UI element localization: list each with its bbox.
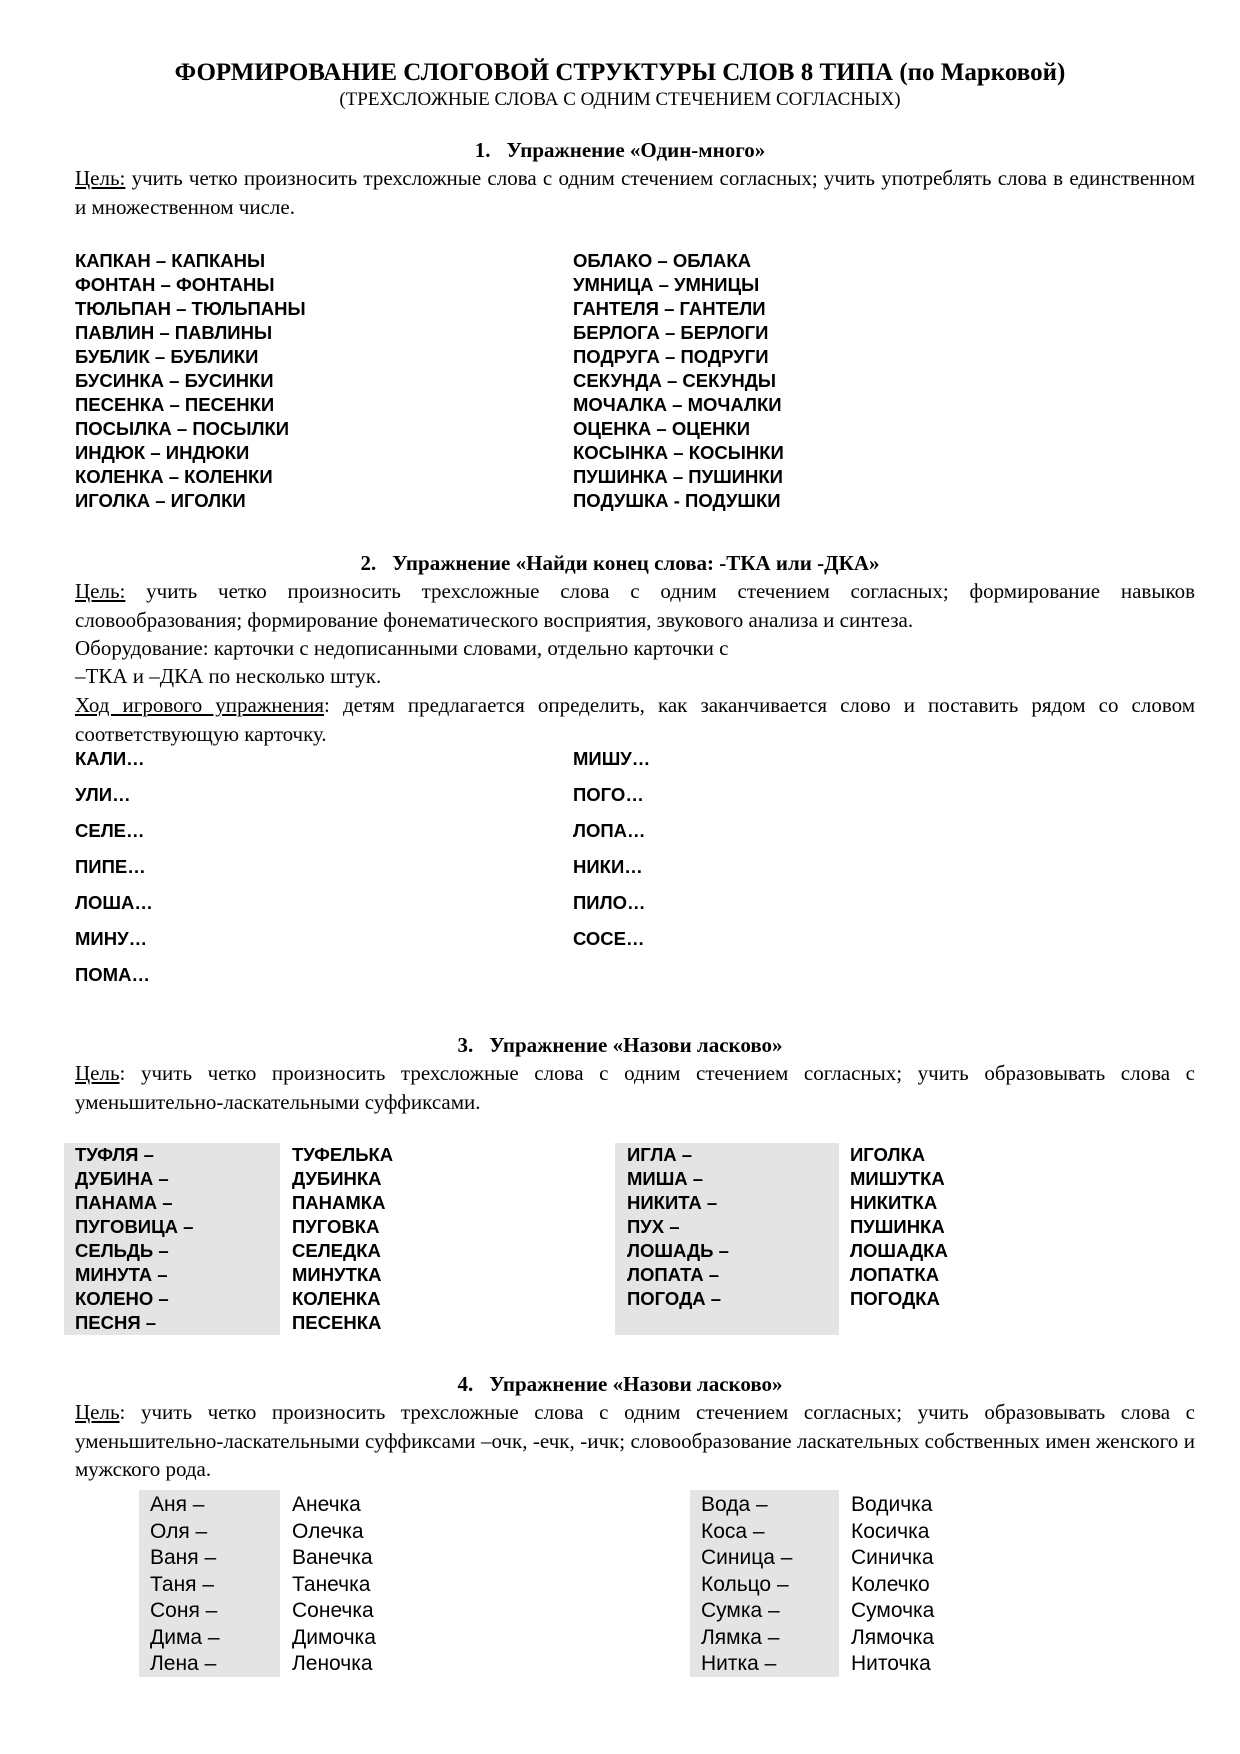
table-cell: Лямка – (701, 1625, 780, 1649)
table-cell: Косичка (851, 1519, 930, 1543)
table-cell: МИШУТКА (850, 1168, 945, 1189)
exercise-2-right-list (573, 741, 650, 957)
exercise-3-number: 3. (457, 1033, 474, 1057)
word-pair: ПУШИНКА – ПУШИНКИ (573, 466, 783, 487)
table-cell: Олечка (292, 1519, 364, 1543)
table-cell: ИГОЛКА (850, 1144, 926, 1165)
table-cell: Синичка (851, 1546, 934, 1569)
table-cell: ДУБИНА – (75, 1168, 169, 1189)
goal-text: учить четко произносить трехсложные слова с одним стечением согласных; формирование навыков словообразования; формирование фонематического восприятия, звукового анализа и синтеза. (75, 579, 1195, 632)
word-pair: ПОДРУГА – ПОДРУГИ (573, 346, 769, 367)
goal-label: Цель (75, 1400, 120, 1424)
exercise-1-title: Упражнение «Один-много» (506, 138, 766, 162)
table-cell: ЛОПАТКА (850, 1264, 940, 1285)
table-cell: ЛОШАДЬ – (627, 1240, 729, 1261)
course-text: : детям предлагается определить, как заканчивается слово и поставить рядом со словом соответствующую карточку. (75, 693, 1195, 746)
table-cell: Соня – (150, 1599, 218, 1622)
table-cell: ПАНАМА – (75, 1192, 173, 1213)
exercise-2-goal (75, 577, 1195, 634)
table-cell: ТУФЛЯ – (75, 1144, 154, 1165)
table-cell: НИКИТКА (850, 1192, 938, 1213)
table-cell: МИНУТКА (292, 1264, 382, 1285)
goal-text: : учить четко произносить трехсложные слова с одним стечением согласных; учить образовывать слова с уменьшительно-ласкательными суффиксами. (75, 1061, 1195, 1114)
exercise-1-right-list (573, 249, 784, 513)
exercise-1-left-list (75, 249, 306, 513)
table-cell: Коса – (701, 1519, 765, 1543)
exercise-1-heading (0, 137, 1240, 163)
table-cell: Таня – (150, 1572, 215, 1596)
table-cell: Аня – (150, 1493, 205, 1516)
word-stem: УЛИ… (75, 784, 131, 805)
table-cell: Ниточка (851, 1652, 931, 1675)
table-cell: Вода – (701, 1493, 768, 1516)
exercise-3-table-2-words (627, 1143, 729, 1311)
table-cell: Танечка (292, 1572, 371, 1596)
exercise-4-number: 4. (457, 1372, 474, 1396)
word-pair: ТЮЛЬПАН – ТЮЛЬПАНЫ (75, 298, 306, 319)
word-pair: КОЛЕНКА – КОЛЕНКИ (75, 466, 273, 487)
word-stem: СЕЛЕ… (75, 820, 145, 841)
word-pair: БУБЛИК – БУБЛИКИ (75, 346, 259, 367)
table-cell: Кольцо – (701, 1572, 789, 1596)
table-cell: Ванечка (292, 1546, 373, 1569)
exercise-4-table-1-words (150, 1492, 220, 1678)
word-stem: ПОГО… (573, 784, 644, 805)
course-label: Ход игрового упражнения (75, 693, 325, 717)
table-cell: МИША – (627, 1168, 704, 1189)
table-cell: Лямочка (851, 1625, 935, 1649)
table-cell: Леночка (292, 1652, 373, 1675)
word-pair: БУСИНКА – БУСИНКИ (75, 370, 274, 391)
table-cell: ЛОПАТА – (627, 1264, 720, 1285)
goal-label: Цель: (75, 579, 126, 603)
table-cell: Дима – (150, 1625, 220, 1649)
table-cell: ИГЛА – (627, 1144, 693, 1165)
goal-label: Цель: (75, 166, 126, 190)
exercise-2-equipment-line-2: –ТКА и –ДКА по несколько штук. (75, 664, 382, 688)
word-pair: ФОНТАН – ФОНТАНЫ (75, 274, 275, 295)
table-cell: Сонечка (292, 1599, 374, 1622)
word-pair: ОБЛАКО – ОБЛАКА (573, 250, 752, 271)
word-stem: СОСЕ… (573, 928, 645, 949)
table-cell: СЕЛЬДЬ – (75, 1240, 169, 1261)
word-pair: ПОСЫЛКА – ПОСЫЛКИ (75, 418, 290, 439)
goal-text: : учить четко произносить трехсложные слова с одним стечением согласных; учить образовывать слова с уменьшительно-ласкательными суффиксами –очк, -ечк, -ичк; словообразование ласкательных собственных имен женского и мужского рода. (75, 1400, 1195, 1481)
exercise-1-goal (75, 164, 1195, 221)
table-cell: Оля – (150, 1519, 208, 1543)
table-cell: ЛОШАДКА (850, 1240, 948, 1261)
word-stem: ЛОПА… (573, 820, 646, 841)
word-stem: НИКИ… (573, 856, 643, 877)
exercise-2-equipment-line-1: Оборудование: карточки с недописанными словами, отдельно карточки с (75, 636, 729, 660)
table-cell: Сумочка (851, 1599, 935, 1622)
word-pair: БЕРЛОГА – БЕРЛОГИ (573, 322, 769, 343)
page-subtitle: (ТРЕХСЛОЖНЫЕ СЛОВА С ОДНИМ СТЕЧЕНИЕМ СОГЛАСНЫХ) (339, 89, 901, 110)
word-stem: КАЛИ… (75, 748, 145, 769)
table-cell: Димочка (292, 1625, 376, 1649)
table-cell: ТУФЕЛЬКА (292, 1144, 394, 1165)
word-stem: МИНУ… (75, 928, 148, 949)
table-cell: Синица – (701, 1546, 793, 1569)
word-pair: МОЧАЛКА – МОЧАЛКИ (573, 394, 782, 415)
table-cell: ПАНАМКА (292, 1192, 386, 1213)
table-cell: ПУШИНКА (850, 1216, 945, 1237)
table-cell: КОЛЕНО – (75, 1288, 169, 1309)
word-pair: СЕКУНДА – СЕКУНДЫ (573, 370, 777, 391)
word-stem: ЛОША… (75, 892, 153, 913)
table-cell: Водичка (851, 1493, 933, 1516)
exercise-2-course (75, 691, 1195, 748)
goal-text: учить четко произносить трехсложные слова с одним стечением согласных; учить употреблять слова в единственном и множественном числе. (75, 166, 1195, 219)
word-pair: КАПКАН – КАПКАНЫ (75, 250, 266, 271)
exercise-4-table-1-answers (292, 1492, 376, 1678)
exercise-4-title: Упражнение «Назови ласково» (489, 1372, 783, 1396)
table-cell: Анечка (292, 1493, 361, 1516)
table-cell: ПОГОДА – (627, 1288, 722, 1309)
table-cell: ПУГОВИЦА – (75, 1216, 194, 1237)
exercise-4-table-2-answers (851, 1492, 934, 1678)
exercise-4-heading (0, 1371, 1240, 1397)
table-cell: Лена – (150, 1652, 217, 1675)
table-cell: ПЕСНЯ – (75, 1312, 157, 1333)
goal-label: Цель (75, 1061, 120, 1085)
table-cell: ДУБИНКА (292, 1168, 382, 1189)
exercise-4-goal (75, 1398, 1195, 1484)
word-pair: КОСЫНКА – КОСЫНКИ (573, 442, 784, 463)
table-cell: НИКИТА – (627, 1192, 718, 1213)
exercise-1-number: 1. (474, 138, 491, 162)
table-cell: ПОГОДКА (850, 1288, 940, 1309)
table-cell: ПЕСЕНКА (292, 1312, 382, 1333)
word-pair: ПЕСЕНКА – ПЕСЕНКИ (75, 394, 275, 415)
exercise-3-table-1-answers (292, 1143, 393, 1335)
exercise-3-table-2-answers (850, 1143, 948, 1311)
word-pair: ИНДЮК – ИНДЮКИ (75, 442, 250, 463)
exercise-3-goal (75, 1059, 1195, 1116)
exercise-3-heading (0, 1032, 1240, 1058)
word-pair: УМНИЦА – УМНИЦЫ (573, 274, 760, 295)
table-cell: СЕЛЕДКА (292, 1240, 381, 1261)
word-stem: МИШУ… (573, 748, 651, 769)
table-cell: КОЛЕНКА (292, 1288, 381, 1309)
table-cell: Колечко (851, 1572, 930, 1596)
word-stem: ПИПЕ… (75, 856, 146, 877)
table-cell: МИНУТА – (75, 1264, 168, 1285)
exercise-2-title: Упражнение «Найди конец слова: -ТКА или -ДКА» (392, 551, 880, 575)
exercise-2-number: 2. (360, 551, 377, 575)
word-pair: ПАВЛИН – ПАВЛИНЫ (75, 322, 273, 343)
table-cell: Сумка – (701, 1599, 780, 1622)
word-pair: ГАНТЕЛЯ – ГАНТЕЛИ (573, 298, 766, 319)
word-stem: ПОМА… (75, 964, 150, 985)
table-cell: Ваня – (150, 1546, 217, 1569)
word-stem: ПИЛО… (573, 892, 646, 913)
table-cell: ПУХ – (627, 1216, 680, 1237)
exercise-2-left-list (75, 741, 153, 993)
table-cell: ПУГОВКА (292, 1216, 380, 1237)
exercise-3-title: Упражнение «Назови ласково» (489, 1033, 783, 1057)
word-pair: ПОДУШКА - ПОДУШКИ (573, 490, 781, 511)
table-cell: Нитка – (701, 1652, 777, 1675)
word-pair: ОЦЕНКА – ОЦЕНКИ (573, 418, 751, 439)
exercise-3-table-1-words (75, 1143, 193, 1335)
exercise-4-table-2-words (701, 1492, 792, 1678)
word-pair: ИГОЛКА – ИГОЛКИ (75, 490, 246, 511)
exercise-2-heading (0, 550, 1240, 576)
page-title: ФОРМИРОВАНИЕ СЛОГОВОЙ СТРУКТУРЫ СЛОВ 8 ТИПА (по Марковой) (174, 59, 1066, 86)
